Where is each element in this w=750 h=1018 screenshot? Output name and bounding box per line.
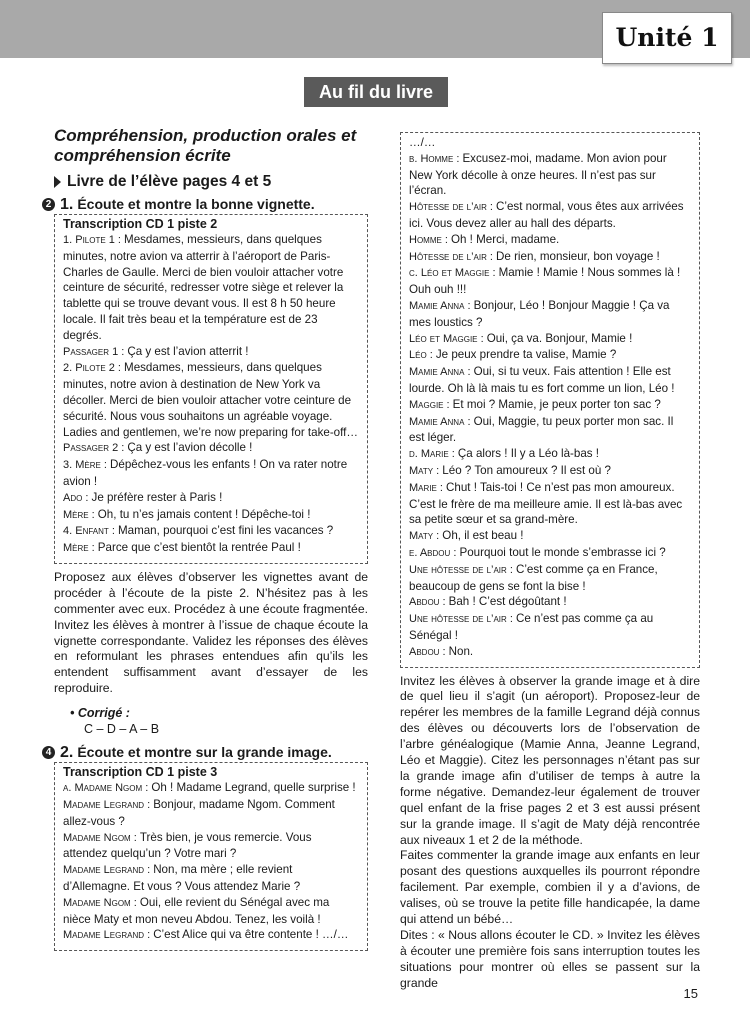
dialogue-line: [63, 862, 359, 895]
dialogue-text: Oui, Maggie, tu peux porter mon sac. Il est léger.: [409, 414, 674, 445]
answer-key-label: • Corrigé :: [70, 706, 130, 721]
speaker-label: a. Madame Ngom :: [63, 782, 152, 795]
dialogue-line: [409, 135, 691, 151]
dialogue-text: Et moi ? Mamie, je peux porter ton sac ?: [452, 397, 661, 411]
dialogue-line: [409, 644, 691, 661]
exercise-title: Écoute et montre la bonne vignette.: [77, 196, 315, 212]
answer-key-value: C – D – A – B: [84, 722, 160, 737]
speaker-label: Mère :: [63, 508, 98, 521]
speaker-label: Hôtesse de l’air :: [409, 201, 497, 214]
dialogue-line: [63, 540, 359, 557]
dialogue-text: Oui, si tu veux. Fais attention ! Elle est lourde. Oh là là mais tu es fort comme un lion, Léo !: [409, 365, 675, 395]
transcription-title: Transcription CD 1 piste 2: [63, 217, 218, 231]
speaker-label: Léo et Maggie :: [409, 332, 487, 345]
dialogue-text: Ladies and gentlemen, we’re now preparing for take-off…: [63, 425, 358, 439]
exercise-number: 1.: [60, 196, 74, 213]
dialogue-text: Mamie ! Mamie ! Nous sommes là ! Ouh ouh !!!: [409, 266, 681, 297]
dialogue-line: [63, 895, 359, 928]
exercise-number: 2.: [60, 744, 74, 762]
unit-label: Unité 1: [602, 12, 732, 64]
speaker-label: Une hôtesse de l’air :: [409, 613, 516, 626]
dialogue-line: [409, 528, 691, 545]
dialogue-line: [409, 265, 691, 298]
speaker-label: 4. Enfant :: [63, 525, 118, 538]
section-banner: Au fil du livre: [304, 77, 448, 107]
dialogue-line: [63, 927, 359, 944]
transcription-box-2: [54, 762, 368, 951]
dialogue-text: Oh ! Madame Legrand, quelle surprise !: [151, 781, 356, 795]
dialogue-text: Bah ! C’est dégoûtant !: [448, 595, 567, 609]
dialogue-text: Chut ! Tais-toi ! Ce n’est pas mon amoureux. C’est le frère de ma meilleure amie. Il est là-bas avec sa petite sœur et sa grand-mère.: [409, 480, 683, 527]
exercise-2-heading: [42, 744, 368, 761]
dialogue-line: [63, 797, 359, 830]
speaker-label: 1. Pilote 1 :: [63, 234, 125, 246]
dialogue-text: C’est comme ça en France, beaucoup de gens se font la bise !: [409, 562, 658, 593]
speaker-label: Madame Legrand :: [63, 864, 154, 877]
speaker-label: Passager 2 :: [63, 442, 128, 455]
dialogue-text: Mesdames, messieurs, dans quelques minutes, notre avion va atterrir à l’aéroport de Paris-Charles de Gaulle. Merci de bien vouloir attacher votre ceinture de sécurité, redresser votre siège et relever la tablette qui se trouve devant vous. Il est 8 h 50 heure locale. Il fait très beau et la température est de 23 degrés.: [63, 233, 344, 342]
speaker-label: Madame Legrand :: [63, 798, 154, 811]
dialogue-text: Ce n’est pas comme ça au Sénégal !: [409, 612, 654, 642]
dialogue-line: [409, 463, 691, 480]
speaker-label: Léo :: [409, 349, 436, 362]
speaker-label: Maty :: [409, 530, 443, 543]
track-number-badge: 2: [42, 198, 55, 211]
speaker-label: 2. Pilote 2 :: [63, 362, 125, 375]
dialogue-text: Pourquoi tout le monde s’embrasse ici ?: [459, 545, 666, 559]
dialogue-text: Mesdames, messieurs, dans quelques minutes, notre avion à destination de New York va décoller. Merci de bien vouloir attacher votre ceinture de sécurité. Nous vous souhaitons un agréable voyage.: [63, 361, 352, 423]
speaker-label: c. Léo et Maggie :: [409, 267, 499, 280]
dialogue-line: [409, 364, 691, 397]
speaker-label: Mamie Anna :: [409, 299, 474, 312]
speaker-label: Abdou :: [409, 596, 449, 609]
dialogue-text: Non.: [448, 644, 474, 658]
dialogue-text: Léo ? Ton amoureux ? Il est où ?: [442, 463, 611, 477]
speaker-label: Marie :: [409, 481, 447, 494]
dialogue-line: [63, 490, 359, 507]
dialogue-line: [409, 414, 691, 447]
dialogue-line: [409, 298, 691, 331]
triangle-bullet-icon: [54, 176, 61, 188]
speaker-label: b. Homme :: [409, 152, 463, 165]
dialogue-text: Non, ma mère ; elle revient d’Allemagne. Et vous ? Vous attendez Marie ?: [63, 863, 301, 893]
dialogue-text: Excusez-moi, madame. Mon avion pour New York décolle à onze heures. Il n’est pas sur l’écran.: [409, 151, 667, 198]
exercise-1-heading: [42, 196, 368, 213]
dialogue-line: [409, 545, 691, 562]
dialogue-text: Ça alors ! Il y a Léo là-bas !: [457, 447, 600, 461]
dialogue-text: Je préfère rester à Paris !: [91, 490, 223, 504]
section-heading: Compréhension, production orales et compréhension écrite: [54, 126, 357, 165]
transcription-box-1: [54, 214, 368, 564]
dialogue-line: [63, 360, 359, 424]
transcription-title: Transcription CD 1 piste 3: [63, 765, 218, 780]
dialogue-line: [63, 344, 359, 361]
instructions-paragraph: Faites commenter la grande image aux enfants en leur posant des questions auxquelles ils pourront répondre facilement. Par exemple, combien il y a d’avions, de valises, où se trouve la petite fille handicapée, la dame qui attend un bébé…: [400, 848, 700, 927]
speaker-label: Maty :: [409, 464, 443, 477]
dialogue-line: [409, 446, 691, 463]
dialogue-line: [63, 830, 359, 863]
speaker-label: Mamie Anna :: [409, 415, 474, 428]
dialogue-line: [63, 425, 359, 441]
speaker-label: e. Abdou :: [409, 546, 460, 559]
dialogue-line: [409, 397, 691, 414]
dialogue-text: Parce que c’est bientôt la rentrée Paul !: [97, 541, 301, 555]
speaker-label: Mère :: [63, 542, 98, 555]
dialogue-text: C’est normal, vous êtes aux arrivées ici. Vous devez aller au hall des départs.: [409, 200, 684, 230]
dialogue-line: [63, 523, 359, 540]
dialogue-line: [409, 331, 691, 348]
speaker-label: 3. Mère :: [63, 459, 111, 472]
dialogue-text: Oui, ça va. Bonjour, Mamie !: [486, 331, 633, 345]
dialogue-line: [409, 232, 691, 249]
exercise-title: Écoute et montre sur la grande image.: [77, 744, 332, 761]
instructions-paragraph: Dites : « Nous allons écouter le CD. » Invitez les élèves à écouter une première fois sans interruption toutes les situations pour montrer où elles se passent sur la grande: [400, 928, 700, 990]
dialogue-text: Bonjour, madame Ngom. Comment allez-vous ?: [63, 797, 335, 828]
dialogue-text: Dépêchez-vous les enfants ! On va rater notre avion !: [63, 458, 348, 488]
book-pages-label: Livre de l’élève pages 4 et 5: [67, 173, 272, 190]
dialogue-text: De rien, monsieur, bon voyage !: [496, 249, 660, 263]
dialogue-text: Je peux prendre ta valise, Mamie ?: [435, 348, 617, 362]
dialogue-text: Très bien, je vous remercie. Vous attendez quelqu’un ? Votre mari ?: [63, 830, 312, 861]
speaker-label: Passager 1 :: [63, 345, 128, 358]
dialogue-line: [63, 507, 359, 524]
speaker-label: Maggie :: [409, 398, 453, 411]
dialogue-line: [409, 594, 691, 611]
dialogue-text: Maman, pourquoi c’est fini les vacances ?: [117, 524, 334, 538]
speaker-label: d. Marie :: [409, 448, 458, 461]
dialogue-text: Oh, tu n’es jamais content ! Dépêche-toi !: [97, 507, 311, 521]
dialogue-line: [409, 199, 691, 232]
speaker-label: Madame Ngom :: [63, 896, 140, 909]
speaker-label: Madame Legrand :: [63, 929, 154, 942]
dialogue-line: [409, 249, 691, 266]
dialogue-text: Ça y est l’avion atterrit !: [127, 344, 249, 358]
speaker-label: Madame Ngom :: [63, 831, 140, 844]
dialogue-line: [63, 440, 359, 457]
dialogue-text: C’est Alice qui va être contente ! …/…: [153, 928, 349, 942]
page-number: 15: [683, 986, 698, 1001]
dialogue-text: Oh ! Merci, madame.: [451, 232, 560, 246]
speaker-label: Abdou :: [409, 645, 449, 658]
dialogue-line: [63, 780, 359, 797]
speaker-label: Une hôtesse de l’air :: [409, 563, 516, 576]
dialogue-line: [409, 611, 691, 644]
dialogue-text: Bonjour, Léo ! Bonjour Maggie ! Ça va mes loustics ?: [409, 298, 670, 329]
instructions-paragraph: Invitez les élèves à observer la grande image et à dire de quel lieu il s’agit (un aéroport). Proposez-leur de repérer les membres de la famille Legrand déjà connus des élèves ou découverts lors de l’observation de l’arbre généalogique (Mamie Anna, Jeanne Legrand, Léo et Maggie). Citez les personnages n’étant pas sur la grande image afin d’utiliser de temps à autre la forme négative. Demandez-leur également de trouver quel enfant de la frise pages 2 et 3 est aussi présent sur la grande image. Il s’agit de Maty déjà rencontrée aux niveaux 1 et 2 de la méthode.: [400, 673, 700, 847]
book-pages-heading: [54, 172, 368, 192]
dialogue-text: Ça y est l’avion décolle !: [127, 441, 253, 455]
speaker-label: Mamie Anna :: [409, 366, 474, 379]
instructions-paragraph: Proposez aux élèves d’observer les vignettes avant de procéder à l’écoute de la piste 2. N’hésitez pas à les commenter avec eux. Procédez à une écoute fragmentée. Invitez les élèves à montrer à l’issue de chaque écoute la vignette correspondante. Validez les réponses des élèves en reformulant les phrases entendues afin qu’ils les entendent suffisamment avant d’essayer de les reproduire.: [54, 569, 368, 696]
dialogue-text: …/…: [409, 136, 436, 149]
left-column: [45, 126, 368, 951]
dialogue-text: Oui, elle revient du Sénégal avec ma nièce Maty et mon neveu Abdou. Tenez, les voilà !: [63, 895, 330, 926]
speaker-label: Hôtesse de l’air :: [409, 250, 497, 263]
dialogue-line: [409, 480, 691, 528]
dialogue-line: [409, 347, 691, 364]
dialogue-text: Oh, il est beau !: [442, 529, 524, 543]
transcription-box-continued: [400, 132, 700, 668]
dialogue-line: [409, 562, 691, 595]
speaker-label: Homme :: [409, 233, 451, 246]
speaker-label: Ado :: [63, 491, 92, 504]
right-column: [400, 132, 700, 992]
dialogue-line: [409, 151, 691, 199]
track-number-badge: 4: [42, 746, 55, 759]
dialogue-line: [63, 457, 359, 490]
dialogue-line: [63, 232, 359, 344]
